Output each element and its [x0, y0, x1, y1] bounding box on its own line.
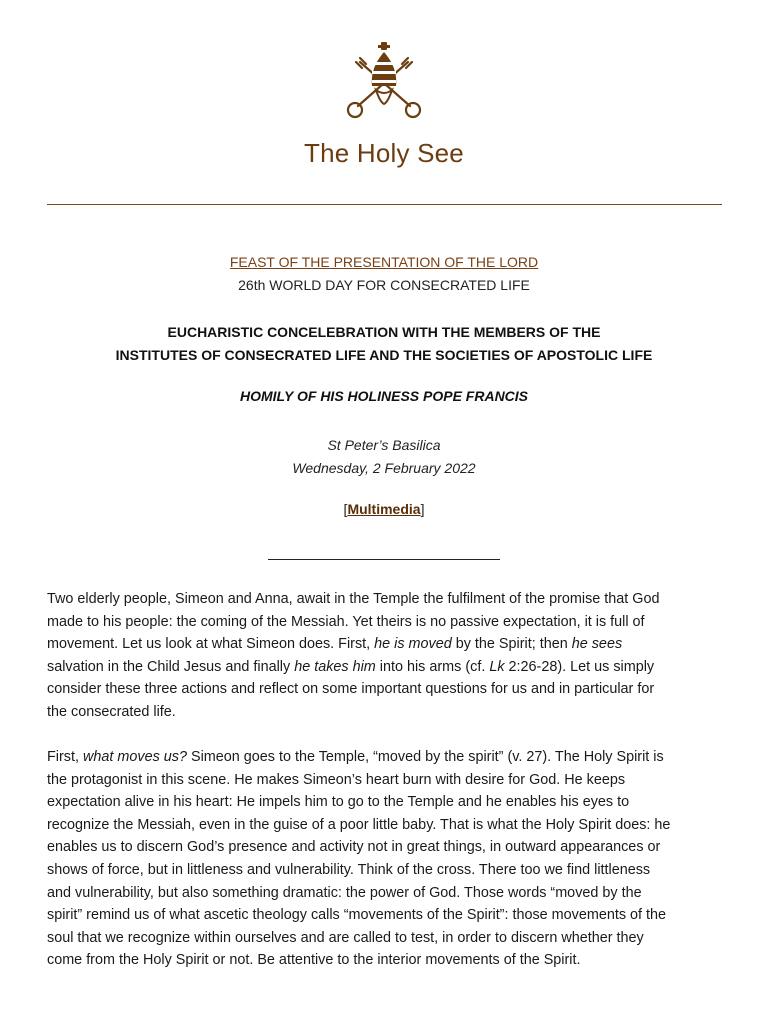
holy-see-crest-icon: [340, 40, 428, 122]
body-text: Two elderly people, Simeon and Anna, await in the Temple the fulfilment of the promise that God: [47, 591, 660, 607]
bracket-close: ]: [420, 501, 425, 517]
date: Wednesday, 2 February 2022: [292, 460, 476, 476]
paragraph-line: [47, 769, 727, 792]
paragraph-line: [47, 904, 727, 927]
section-divider: [268, 559, 500, 560]
paragraph-line: [47, 701, 727, 724]
feast-title: [0, 254, 768, 270]
event-title-line: INSTITUTES OF CONSECRATED LIFE AND THE SOCIETIES OF APOSTOLIC LIFE: [115, 347, 653, 363]
paragraph-line: [47, 949, 727, 972]
paragraph-line: [47, 633, 727, 656]
paragraph-line: [47, 882, 727, 905]
emphasis-text: he sees: [571, 636, 623, 653]
body-text: 2:26-28). Let us simply: [504, 658, 655, 675]
paragraph-line: [47, 927, 727, 950]
paragraph-1: [47, 588, 727, 724]
bracket-open: [: [343, 501, 348, 517]
body-text: First,: [47, 749, 83, 765]
paragraph-line: [47, 678, 727, 701]
multimedia-link[interactable]: Multimedia: [347, 501, 421, 517]
body-text: into his arms (cf.: [375, 658, 490, 675]
location-date: [0, 434, 768, 480]
event-title-line: EUCHARISTIC CONCELEBRATION WITH THE MEMBERS OF THE: [167, 324, 601, 340]
location: St Peter’s Basilica: [327, 437, 441, 453]
body-text: enables us to discern God’s presence and activity not in great things, in outward appearances or: [47, 839, 661, 856]
emphasis-text: he takes him: [294, 658, 376, 675]
homily-title: HOMILY OF HIS HOLINESS POPE FRANCIS: [239, 388, 529, 404]
body-text: salvation in the Child Jesus and finally: [47, 658, 295, 675]
multimedia-row: [0, 501, 768, 517]
world-day-subtitle: 26th WORLD DAY FOR CONSECRATED LIFE: [238, 277, 530, 293]
header-divider: [47, 204, 722, 205]
paragraph-line: [47, 814, 727, 837]
body-text: recognize the Messiah, even in the guise of a poor little baby. That is what the Holy Spirit does: he: [47, 816, 671, 833]
body-text: soul that we recognize within ourselves and are called to test, in order to discern whether they: [47, 929, 644, 946]
paragraph-2: [47, 746, 727, 972]
paragraph-line: [47, 656, 727, 679]
body-text: and vulnerability, but also something dramatic: the power of God. Those words “moved by the: [47, 884, 642, 901]
body-text: expectation alive in his heart: He impels him to go to the Temple and he enables his eyes to: [47, 794, 630, 811]
body-text: spirit” remind us of what ascetic theology calls “movements of the Spirit”: those movements of the: [47, 907, 667, 924]
site-title[interactable]: The Holy See: [304, 138, 464, 168]
paragraph-line: [47, 588, 727, 611]
emphasis-text: Lk: [489, 658, 505, 675]
paragraph-line: [47, 791, 727, 814]
paragraph-line: [47, 836, 727, 859]
body-text: by the Spirit; then: [451, 636, 572, 653]
feast-title-link[interactable]: FEAST OF THE PRESENTATION OF THE LORD: [229, 254, 539, 270]
emphasis-text: what moves us?: [82, 749, 187, 765]
body-text: Simeon goes to the Temple, “moved by the spirit” (v. 27). The Holy Spirit is: [186, 749, 664, 765]
body-text: shows of force, but in littleness and vulnerability. Think of the cross. There too we find littleness: [47, 861, 651, 878]
body-text: movement. Let us look at what Simeon does. First,: [47, 636, 375, 653]
body-text: come from the Holy Spirit or not. Be attentive to the interior movements of the Spirit.: [47, 952, 581, 969]
emphasis-text: he is moved: [374, 636, 452, 653]
paragraph-line: [47, 611, 727, 634]
body-text: the protagonist in this scene. He makes Simeon’s heart burn with desire for God. He keeps: [47, 771, 626, 788]
body-text: consider these three actions and reflect on some important questions for us and in particular for: [47, 681, 655, 698]
event-title: [0, 321, 768, 367]
paragraph-line: [47, 746, 727, 769]
paragraph-line: [47, 859, 727, 882]
body-text: the consecrated life.: [47, 703, 176, 720]
body-text: made to his people: the coming of the Messiah. Yet theirs is no passive expectation, it is full of: [47, 613, 645, 630]
